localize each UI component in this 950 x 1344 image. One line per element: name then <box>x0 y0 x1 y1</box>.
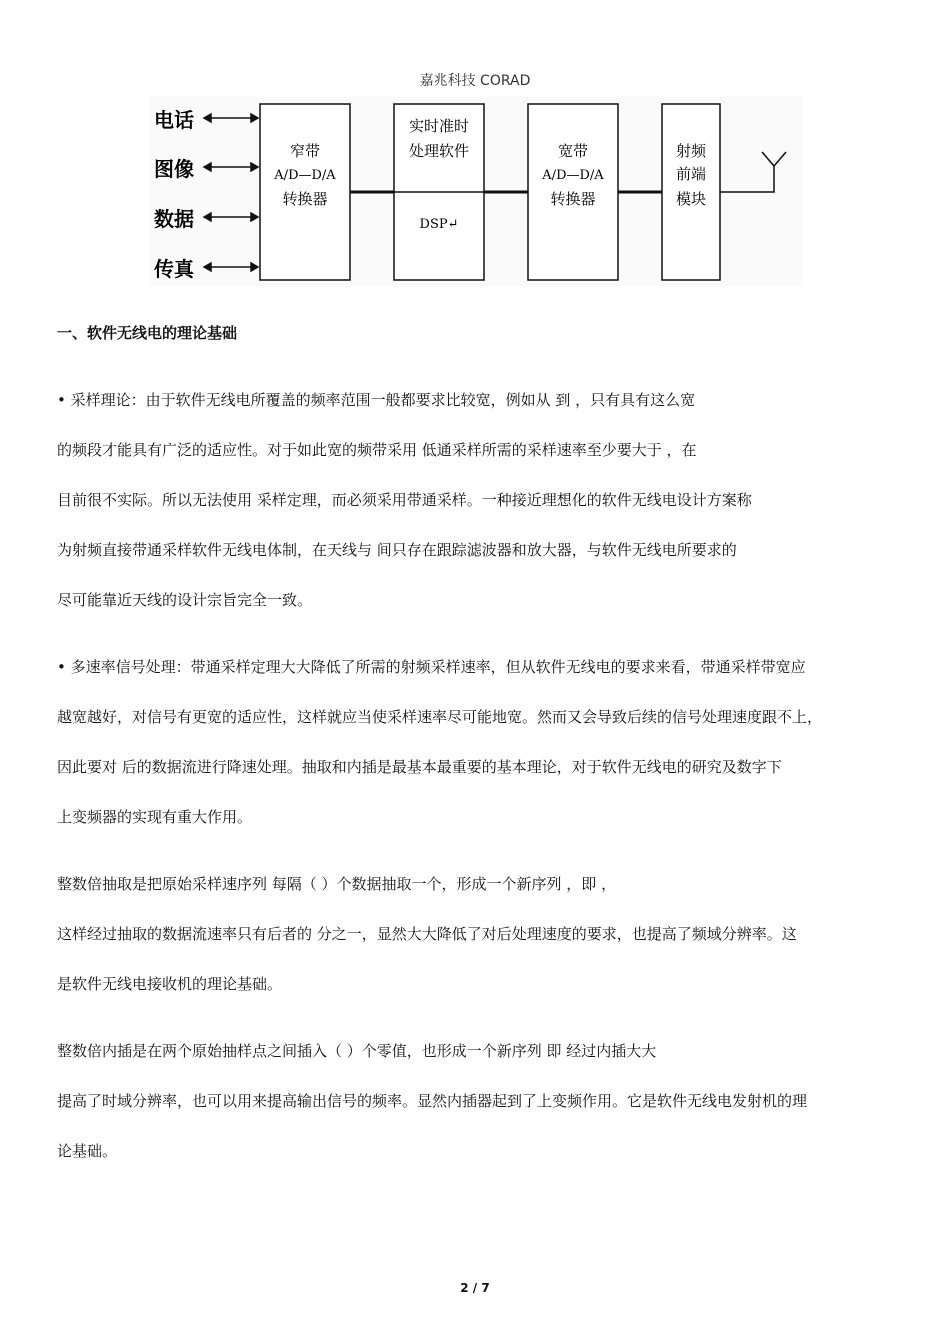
paragraph-2-line-2: 越宽越好，对信号有更宽的适应性，这样就应当使采样速率尽可能地宽。然而又会导致后续的信号处理速度跟不上， <box>57 708 823 726</box>
block1-line1: 窄带 <box>289 142 321 160</box>
paragraph-4-line-2: 提高了时域分辨率，也可以用来提高输出信号的频率。显然内插器起到了上变频作用。它是软件无线电发射机的理 <box>57 1092 808 1110</box>
block3-line2: A/D—D/A <box>542 168 604 183</box>
block4-line1: 射频 <box>675 142 707 160</box>
paragraph-3-line-2: 这样经过抽取的数据流速率只有后者的 分之一，显然大大降低了对后处理速度的要求，也提高了频域分辨率。这 <box>57 925 797 943</box>
paragraph-2-line-1: • 多速率信号处理：带通采样定理大大降低了所需的射频采样速率，但从软件无线电的要求来看，带通采样带宽应 <box>57 658 806 676</box>
paragraph-2-line-4: 上变频器的实现有重大作用。 <box>57 808 253 826</box>
page-number: 2 / 7 <box>460 1281 490 1295</box>
paragraph-4-line-3: 论基础。 <box>57 1142 118 1160</box>
block2-line1: 实时准时 <box>408 117 470 135</box>
paragraph-1-line-2: 的频段才能具有广泛的适应性。对于如此宽的频带采用 低通采样所需的采样速率至少要大于 ，在 <box>57 441 697 459</box>
block2-line2: 处理软件 <box>408 142 470 160</box>
paragraph-1-line-4: 为射频直接带通采样软件无线电体制，在天线与 间只存在跟踪滤波器和放大器，与软件无线电所要求的 <box>57 541 737 559</box>
page-header: 嘉兆科技 CORAD <box>419 73 531 89</box>
block1-line2: A/D—D/A <box>274 168 336 183</box>
block-diagram-svg <box>150 96 802 286</box>
input-label-data: 数据 <box>154 207 194 231</box>
input-label-fax: 传真 <box>154 257 194 281</box>
paragraph-2-line-3: 因此要对 后的数据流进行降速处理。抽取和内插是最基本最重要的基本理论，对于软件无线电的研究及数字下 <box>57 758 782 776</box>
block1-line3: 转换器 <box>282 190 328 208</box>
block3-line3: 转换器 <box>550 190 596 208</box>
paragraph-1-line-1: • 采样理论：由于软件无线电所覆盖的频率范围一般都要求比较宽，例如从 到 ，只有具有这么宽 <box>57 391 696 409</box>
paragraph-1-line-3: 目前很不实际。所以无法使用 采样定理，而必须采用带通采样。一种接近理想化的软件无线电设计方案称 <box>57 491 752 509</box>
paragraph-3-line-1: 整数倍抽取是把原始采样速序列 每隔（ ）个数据抽取一个，形成一个新序列 ，即 ， <box>57 875 617 893</box>
input-label-phone: 电话 <box>154 108 194 132</box>
block4-line3: 模块 <box>675 190 707 208</box>
section-title: 一、软件无线电的理论基础 <box>57 324 238 342</box>
block2-dsp: DSP↵ <box>419 217 459 232</box>
input-label-image: 图像 <box>154 157 194 181</box>
block4-line2: 前端 <box>675 165 707 183</box>
paragraph-1-line-5: 尽可能靠近天线的设计宗旨完全一致。 <box>57 591 313 609</box>
paragraph-3-line-3: 是软件无线电接收机的理论基础。 <box>57 975 283 993</box>
system-block-diagram <box>150 96 802 286</box>
block3-line1: 宽带 <box>557 142 589 160</box>
paragraph-4-line-1: 整数倍内插是在两个原始抽样点之间插入（ ）个零值，也形成一个新序列 即 经过内插大大 <box>57 1042 657 1060</box>
